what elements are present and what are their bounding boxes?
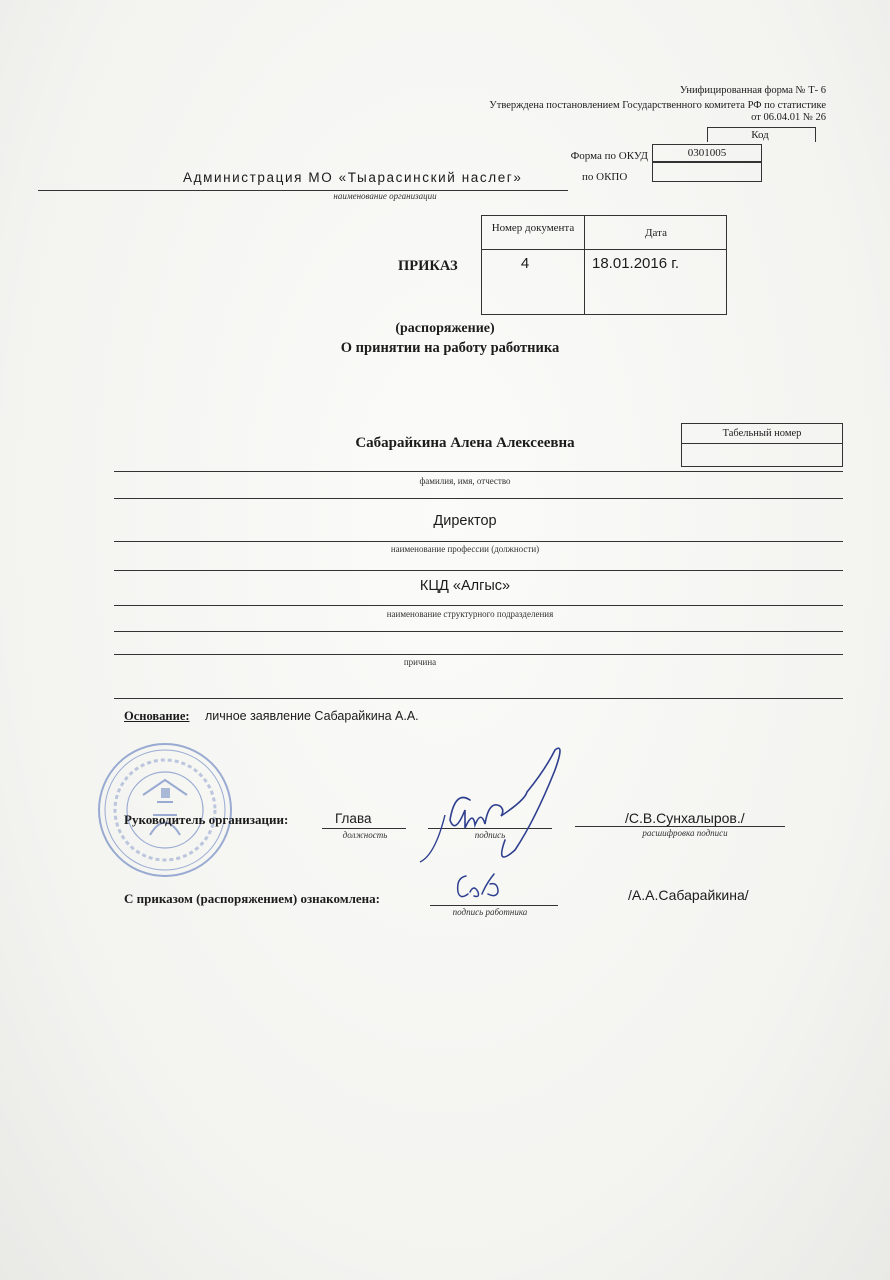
name-caption: фамилия, имя, отчество xyxy=(419,476,511,486)
employee-signature-icon xyxy=(452,870,512,906)
order-subtitle: (распоряжение) xyxy=(395,321,495,336)
basis-text: личное заявление Сабарайкина А.А. xyxy=(205,709,419,723)
ack-label: С приказом (распоряжением) ознакомлена: xyxy=(124,891,380,906)
code-right-line xyxy=(815,127,816,142)
employee-signature-caption: подпись работника xyxy=(452,907,528,917)
organization-name: Администрация МО «Тыарасинский наслег» xyxy=(183,170,523,185)
position-extra-line xyxy=(114,570,843,571)
head-position: Глава xyxy=(335,811,372,826)
order-table-divider xyxy=(584,215,585,315)
code-left-line xyxy=(707,127,708,142)
approval-date: от 06.04.01 № 26 xyxy=(751,112,826,123)
order-table-header-line xyxy=(481,249,727,250)
position-caption: наименование профессии (должности) xyxy=(390,544,540,554)
order-date: 18.01.2016 г. xyxy=(592,255,680,272)
head-label: Руководитель организации: xyxy=(124,812,289,827)
approval-text: Утверждена постановлением Государственного комитета РФ по статистике xyxy=(489,100,826,111)
reason-caption: причина xyxy=(403,657,437,667)
head-position-line xyxy=(322,828,406,829)
department-caption: наименование структурного подразделения xyxy=(386,609,554,619)
position-value: Директор xyxy=(433,513,497,529)
head-name-line xyxy=(575,826,785,827)
name-extra-line xyxy=(114,498,843,499)
okud-label: Форма по ОКУД xyxy=(570,150,648,162)
basis-label: Основание: xyxy=(124,709,190,723)
head-name: /С.В.Сунхалыров./ xyxy=(625,810,745,826)
position-caption: должность xyxy=(342,830,388,840)
okpo-box xyxy=(652,162,762,182)
organization-caption: наименование организации xyxy=(333,191,437,201)
department-extra-line xyxy=(114,631,843,632)
okud-value: 0301005 xyxy=(687,147,727,159)
form-name: Унифицированная форма № Т- 6 xyxy=(679,85,826,96)
okpo-label: по ОКПО xyxy=(582,171,628,183)
reason-line xyxy=(114,654,843,655)
reason-extra-line xyxy=(114,698,843,699)
doc-number-label: Номер документа xyxy=(491,222,575,234)
order-subject: О принятии на работу работника xyxy=(340,340,560,356)
date-label: Дата xyxy=(645,227,667,239)
position-line xyxy=(114,541,843,542)
official-stamp xyxy=(95,740,235,880)
head-signature-icon xyxy=(415,740,585,870)
code-label: Код xyxy=(751,129,769,141)
employee-name-signature: /А.А.Сабарайкина/ xyxy=(628,887,749,903)
name-line xyxy=(114,471,843,472)
code-top-line xyxy=(707,127,815,128)
tab-number-label: Табельный номер xyxy=(722,428,802,439)
tab-number-divider xyxy=(681,443,843,444)
department-line xyxy=(114,605,843,606)
employee-name: Сабарайкина Алена Алексеевна xyxy=(355,435,575,451)
department-value: КЦД «Алгыс» xyxy=(419,578,511,594)
decoding-caption: расшифровка подписи xyxy=(642,828,728,838)
order-title: ПРИКАЗ xyxy=(398,258,458,274)
doc-number: 4 xyxy=(520,255,530,272)
head-signature-caption: подпись xyxy=(474,830,506,840)
okud-box xyxy=(652,144,762,162)
